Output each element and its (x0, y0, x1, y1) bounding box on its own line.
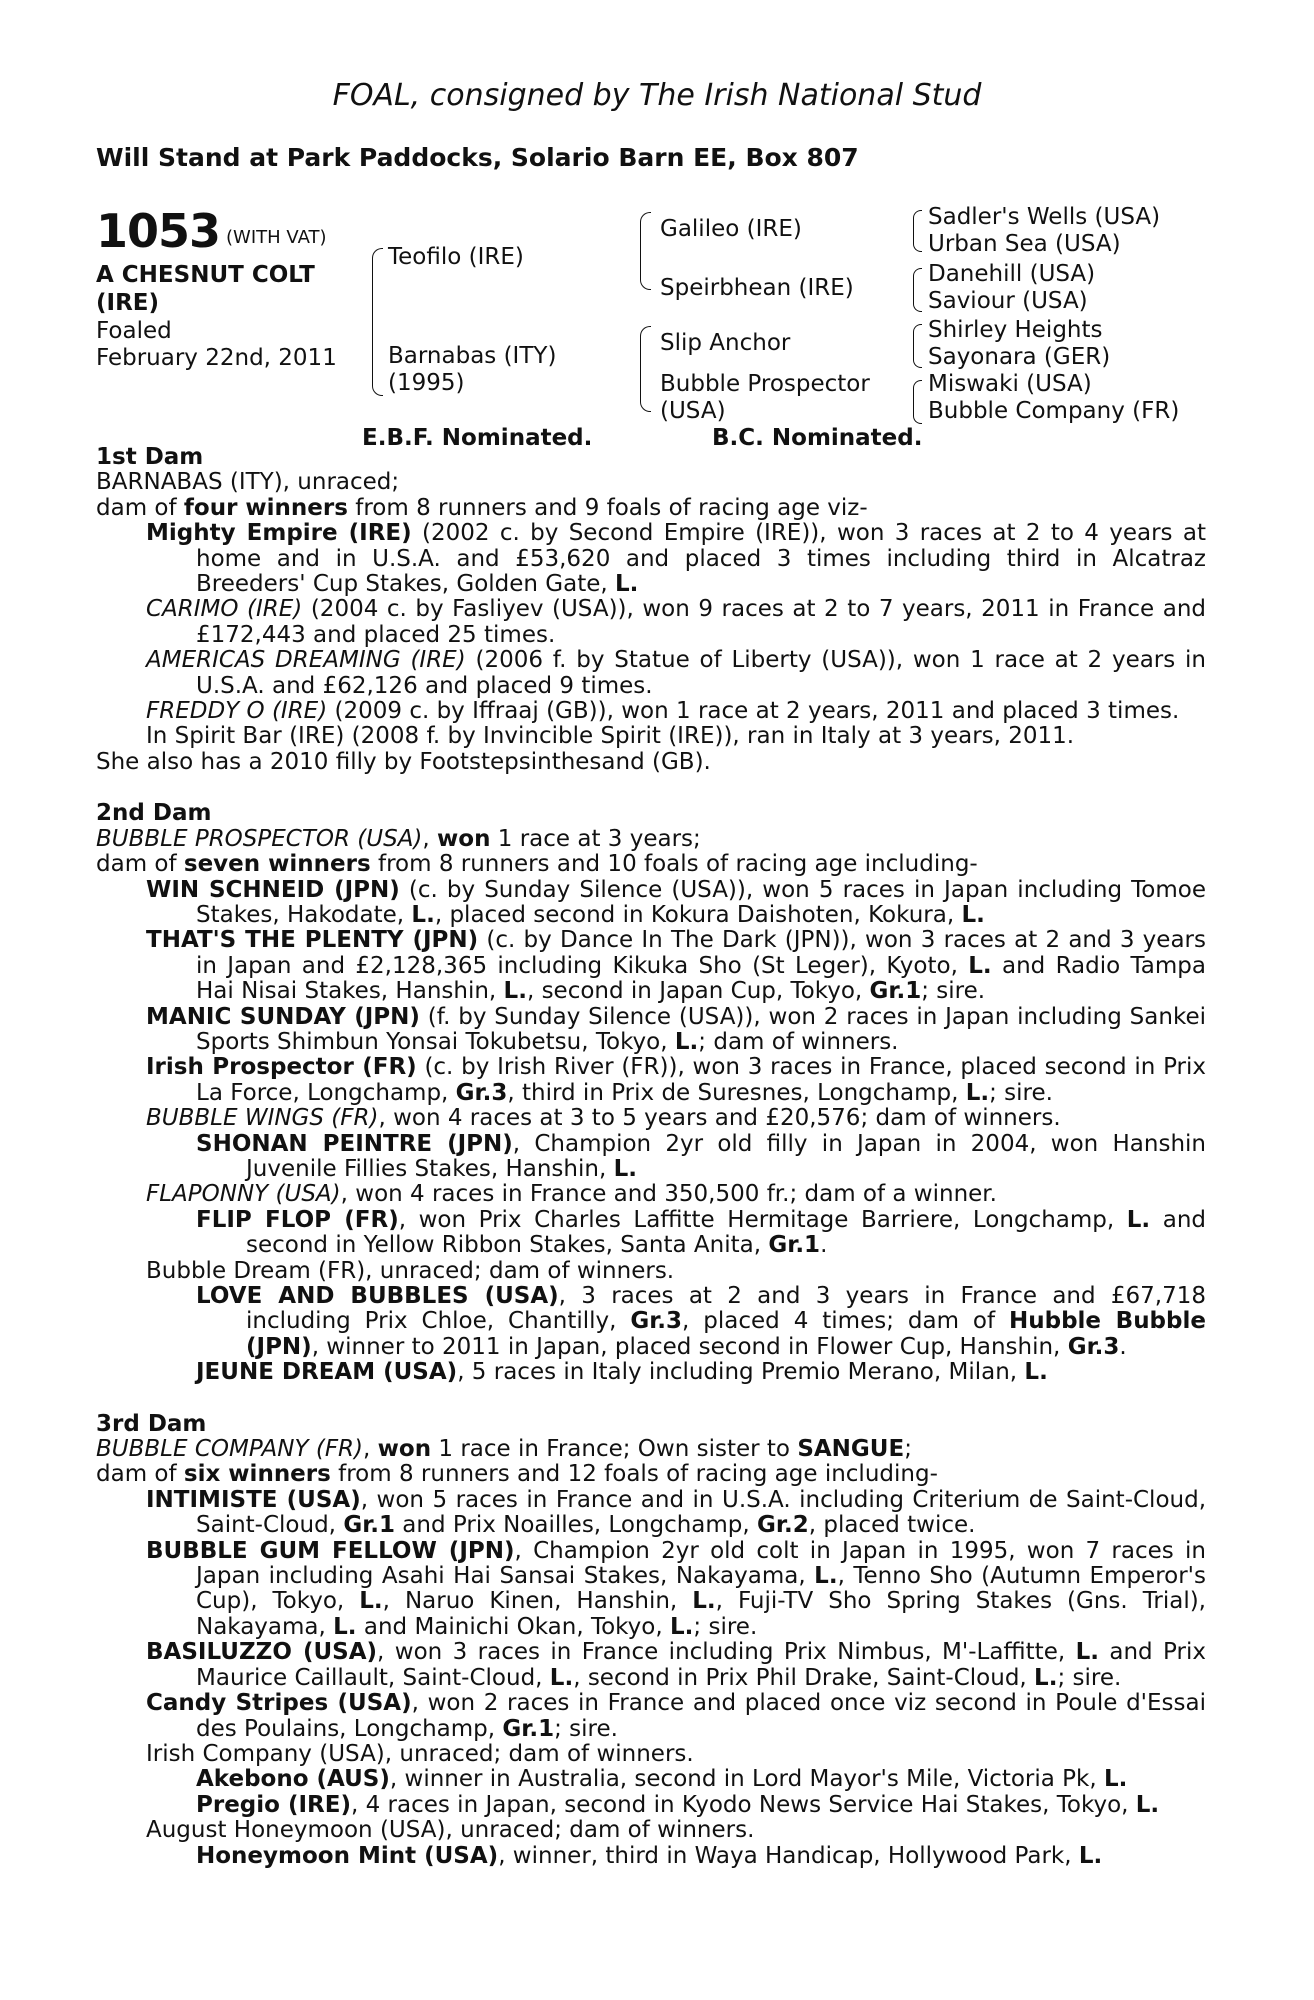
pedigree-bracket-3a (913, 210, 922, 252)
produce-manic-sunday: MANIC SUNDAY (JPN) (f. by Sunday Silence (USA)), won 2 races in Japan including Sankei Sports Shimbun Yonsai Tokubetsu, Tokyo, L.; dam of winners. (146, 1003, 1206, 1055)
produce-honeymoon-mint: Honeymoon Mint (USA), winner, third in Waya Handicap, Hollywood Park, L. (196, 1842, 1103, 1869)
sire: Teofilo (IRE) (388, 244, 524, 270)
foaled-date: February 22nd, 2011 (96, 345, 337, 371)
second-dam-summary: dam of seven winners from 8 runners and 10 foals of racing age including- (96, 851, 978, 878)
third-dam-intro: BUBBLE COMPANY (FR), won 1 race in France; Own sister to SANGUE; (96, 1436, 912, 1463)
dss: Shirley Heights (928, 317, 1103, 343)
produce-americas-dreaming: AMERICAS DREAMING (IRE) (2006 f. by Statue of Liberty (USA)), won 1 race at 2 years in U.S.A. and £62,126 and placed 9 times. (146, 647, 1206, 699)
first-dam-closing: She also has a 2010 filly by Footstepsinthesand (GB). (96, 748, 711, 775)
sire-sire: Galileo (IRE) (660, 216, 802, 242)
sds: Danehill (USA) (928, 261, 1096, 287)
produce-august-honeymoon: August Honeymoon (USA), unraced; dam of winners. (146, 1817, 755, 1844)
second-dam-heading: 2nd Dam (96, 800, 212, 827)
sire-dam: Speirbhean (IRE) (660, 275, 854, 301)
stand-location: Will Stand at Park Paddocks, Solario Barn EE, Box 807 (96, 143, 859, 172)
third-dam-summary: dam of six winners from 8 runners and 12 foals of racing age including- (96, 1461, 938, 1488)
dam-line1: Barnabas (ITY) (388, 343, 557, 369)
produce-flip-flop: FLIP FLOP (FR), won Prix Charles Laffitte Hermitage Barriere, Longchamp, L. and second in Yellow Ribbon Stakes, Santa Anita, Gr.1. (196, 1206, 1206, 1259)
produce-pregio: Pregio (IRE), 4 races in Japan, second in Kyodo News Service Hai Stakes, Tokyo, L. (196, 1791, 1160, 1818)
first-dam-intro: BARNABAS (ITY), unraced; (96, 469, 400, 496)
produce-win-schneid: WIN SCHNEID (JPN) (c. by Sunday Silence (USA)), won 5 races in Japan including Tomoe Stakes, Hakodate, L., placed second in Kokura Daishoten, Kokura, L. (146, 876, 1206, 928)
produce-carimo: CARIMO (IRE) (2004 c. by Fasliyev (USA)), won 9 races at 2 to 7 years, 2011 in France and £172,443 and placed 25 times. (146, 596, 1207, 648)
lot-number: 1053 (96, 204, 221, 258)
pedigree-bracket-3b (913, 268, 922, 312)
lot-block (96, 204, 327, 258)
bc-nominated: B.C. Nominated. (712, 425, 923, 451)
dam-sire: Slip Anchor (660, 330, 791, 356)
ddd: Bubble Company (FR) (928, 398, 1180, 424)
lot-name-line1: A CHESNUT COLT (96, 262, 315, 288)
produce-irish-prospector: Irish Prospector (FR) (c. by Irish River (FR)), won 3 races in France, placed second in Prix La Force, Longchamp, Gr.3, third in Prix de Suresnes, Longchamp, L.; sire. (146, 1054, 1206, 1106)
catalogue-body (96, 445, 1206, 1869)
produce-thats-the-plenty: THAT'S THE PLENTY (JPN) (c. by Dance In The Dark (JPN)), won 3 races at 2 and 3 years in Japan and £2,128,365 including Kikuka Sho (St Leger), Kyoto, L. and Radio Tampa Hai Nisai Stakes, Hanshin, L., second in Japan Cup, Tokyo, Gr.1; sire. (146, 927, 1206, 1005)
produce-bubble-gum-fellow: BUBBLE GUM FELLOW (JPN), Champion 2yr old colt in Japan in 1995, won 7 races in Japan including Asahi Hai Sansai Stakes, Nakayama, L., Tenno Sho (Autumn Emperor's Cup), Tokyo, L., Naruo Kinen, Hanshin, L., Fuji-TV Sho Spring Stakes (Gns. Trial), Nakayama, L. and Mainichi Okan, Tokyo, L.; sire. (146, 1537, 1206, 1640)
produce-bubble-dream: Bubble Dream (FR), unraced; dam of winners. (146, 1257, 675, 1284)
pedigree-bracket-3c (913, 324, 922, 368)
sss: Sadler's Wells (USA) (928, 204, 1161, 230)
sdd: Saviour (USA) (928, 288, 1088, 314)
produce-shonan-peintre: SHONAN PEINTRE (JPN), Champion 2yr old filly in Japan in 2004, won Hanshin Juvenile Fillies Stakes, Hanshin, L. (196, 1130, 1207, 1182)
ssd: Urban Sea (USA) (928, 231, 1121, 257)
ebf-nominated: E.B.F. Nominated. (362, 425, 593, 451)
third-dam-heading: 3rd Dam (96, 1410, 207, 1437)
produce-basiluzzo: BASILUZZO (USA), won 3 races in France including Prix Nimbus, M'-Laffitte, L. and Prix Maurice Caillault, Saint-Cloud, L., second in Prix Phil Drake, Saint-Cloud, L.; sire. (146, 1639, 1206, 1691)
produce-bubble-wings: BUBBLE WINGS (FR), won 4 races at 3 to 5 years and £20,576; dam of winners. (146, 1105, 1061, 1132)
pedigree-bracket-3d (913, 380, 922, 424)
produce-jeune-dream: JEUNE DREAM (USA), 5 races in Italy including Premio Merano, Milan, L. (196, 1359, 1048, 1386)
produce-akebono: Akebono (AUS), winner in Australia, second in Lord Mayor's Mile, Victoria Pk, L. (196, 1766, 1128, 1793)
second-dam-intro: BUBBLE PROSPECTOR (USA), won 1 race at 3 years; (96, 825, 701, 852)
dds: Miswaki (USA) (928, 371, 1092, 397)
produce-flaponny: FLAPONNY (USA), won 4 races in France and 350,500 fr.; dam of a winner. (146, 1181, 997, 1208)
dam-line2: (1995) (388, 370, 465, 396)
lot-name-line2: (IRE) (96, 290, 160, 316)
first-dam-heading: 1st Dam (96, 444, 204, 470)
pedigree-bracket-2b (640, 326, 651, 412)
produce-candy-stripes: Candy Stripes (USA), won 2 races in France and placed once viz second in Poule d'Essai des Poulains, Longchamp, Gr.1; sire. (146, 1690, 1206, 1742)
foaled-label: Foaled (96, 318, 172, 344)
produce-in-spirit-bar: In Spirit Bar (IRE) (2008 f. by Invincible Spirit (IRE)), ran in Italy at 3 years, 2011. (146, 723, 1075, 750)
produce-intimiste: INTIMISTE (USA), won 5 races in France and in U.S.A. including Criterium de Saint-Cloud, Saint-Cloud, Gr.1 and Prix Noailles, Longchamp, Gr.2, placed twice. (146, 1486, 1207, 1539)
produce-freddy-o: FREDDY O (IRE) (2009 c. by Iffraaj (GB)), won 1 race at 2 years, 2011 and placed 3 times. (146, 698, 1180, 725)
first-dam-summary: dam of four winners from 8 runners and 9 foals of racing age viz- (96, 494, 868, 521)
pedigree-bracket-1 (372, 248, 383, 396)
produce-mighty-empire: Mighty Empire (IRE) (2002 c. by Second Empire (IRE)), won 3 races at 2 to 4 years at home and in U.S.A. and £53,620 and placed 3 times including third in Alcatraz Breeders' Cup Stakes, Golden Gate, L. (146, 520, 1206, 598)
produce-love-and-bubbles: LOVE AND BUBBLES (USA), 3 races at 2 and 3 years in France and £67,718 including Prix Chloe, Chantilly, Gr.3, placed 4 times; dam of Hubble Bubble (JPN), winner to 2011 in Japan, placed second in Flower Cup, Hanshin, Gr.3. (196, 1283, 1206, 1360)
dam-dam-line1: Bubble Prospector (660, 371, 870, 397)
pedigree-bracket-2a (640, 212, 651, 290)
vat-note: (WITH VAT) (226, 227, 327, 248)
produce-irish-company: Irish Company (USA), unraced; dam of winners. (146, 1740, 694, 1767)
dam-dam-line2: (USA) (660, 398, 726, 424)
page-title: FOAL, consigned by The Irish National Stud (332, 78, 982, 113)
dsd: Sayonara (GER) (928, 344, 1111, 370)
